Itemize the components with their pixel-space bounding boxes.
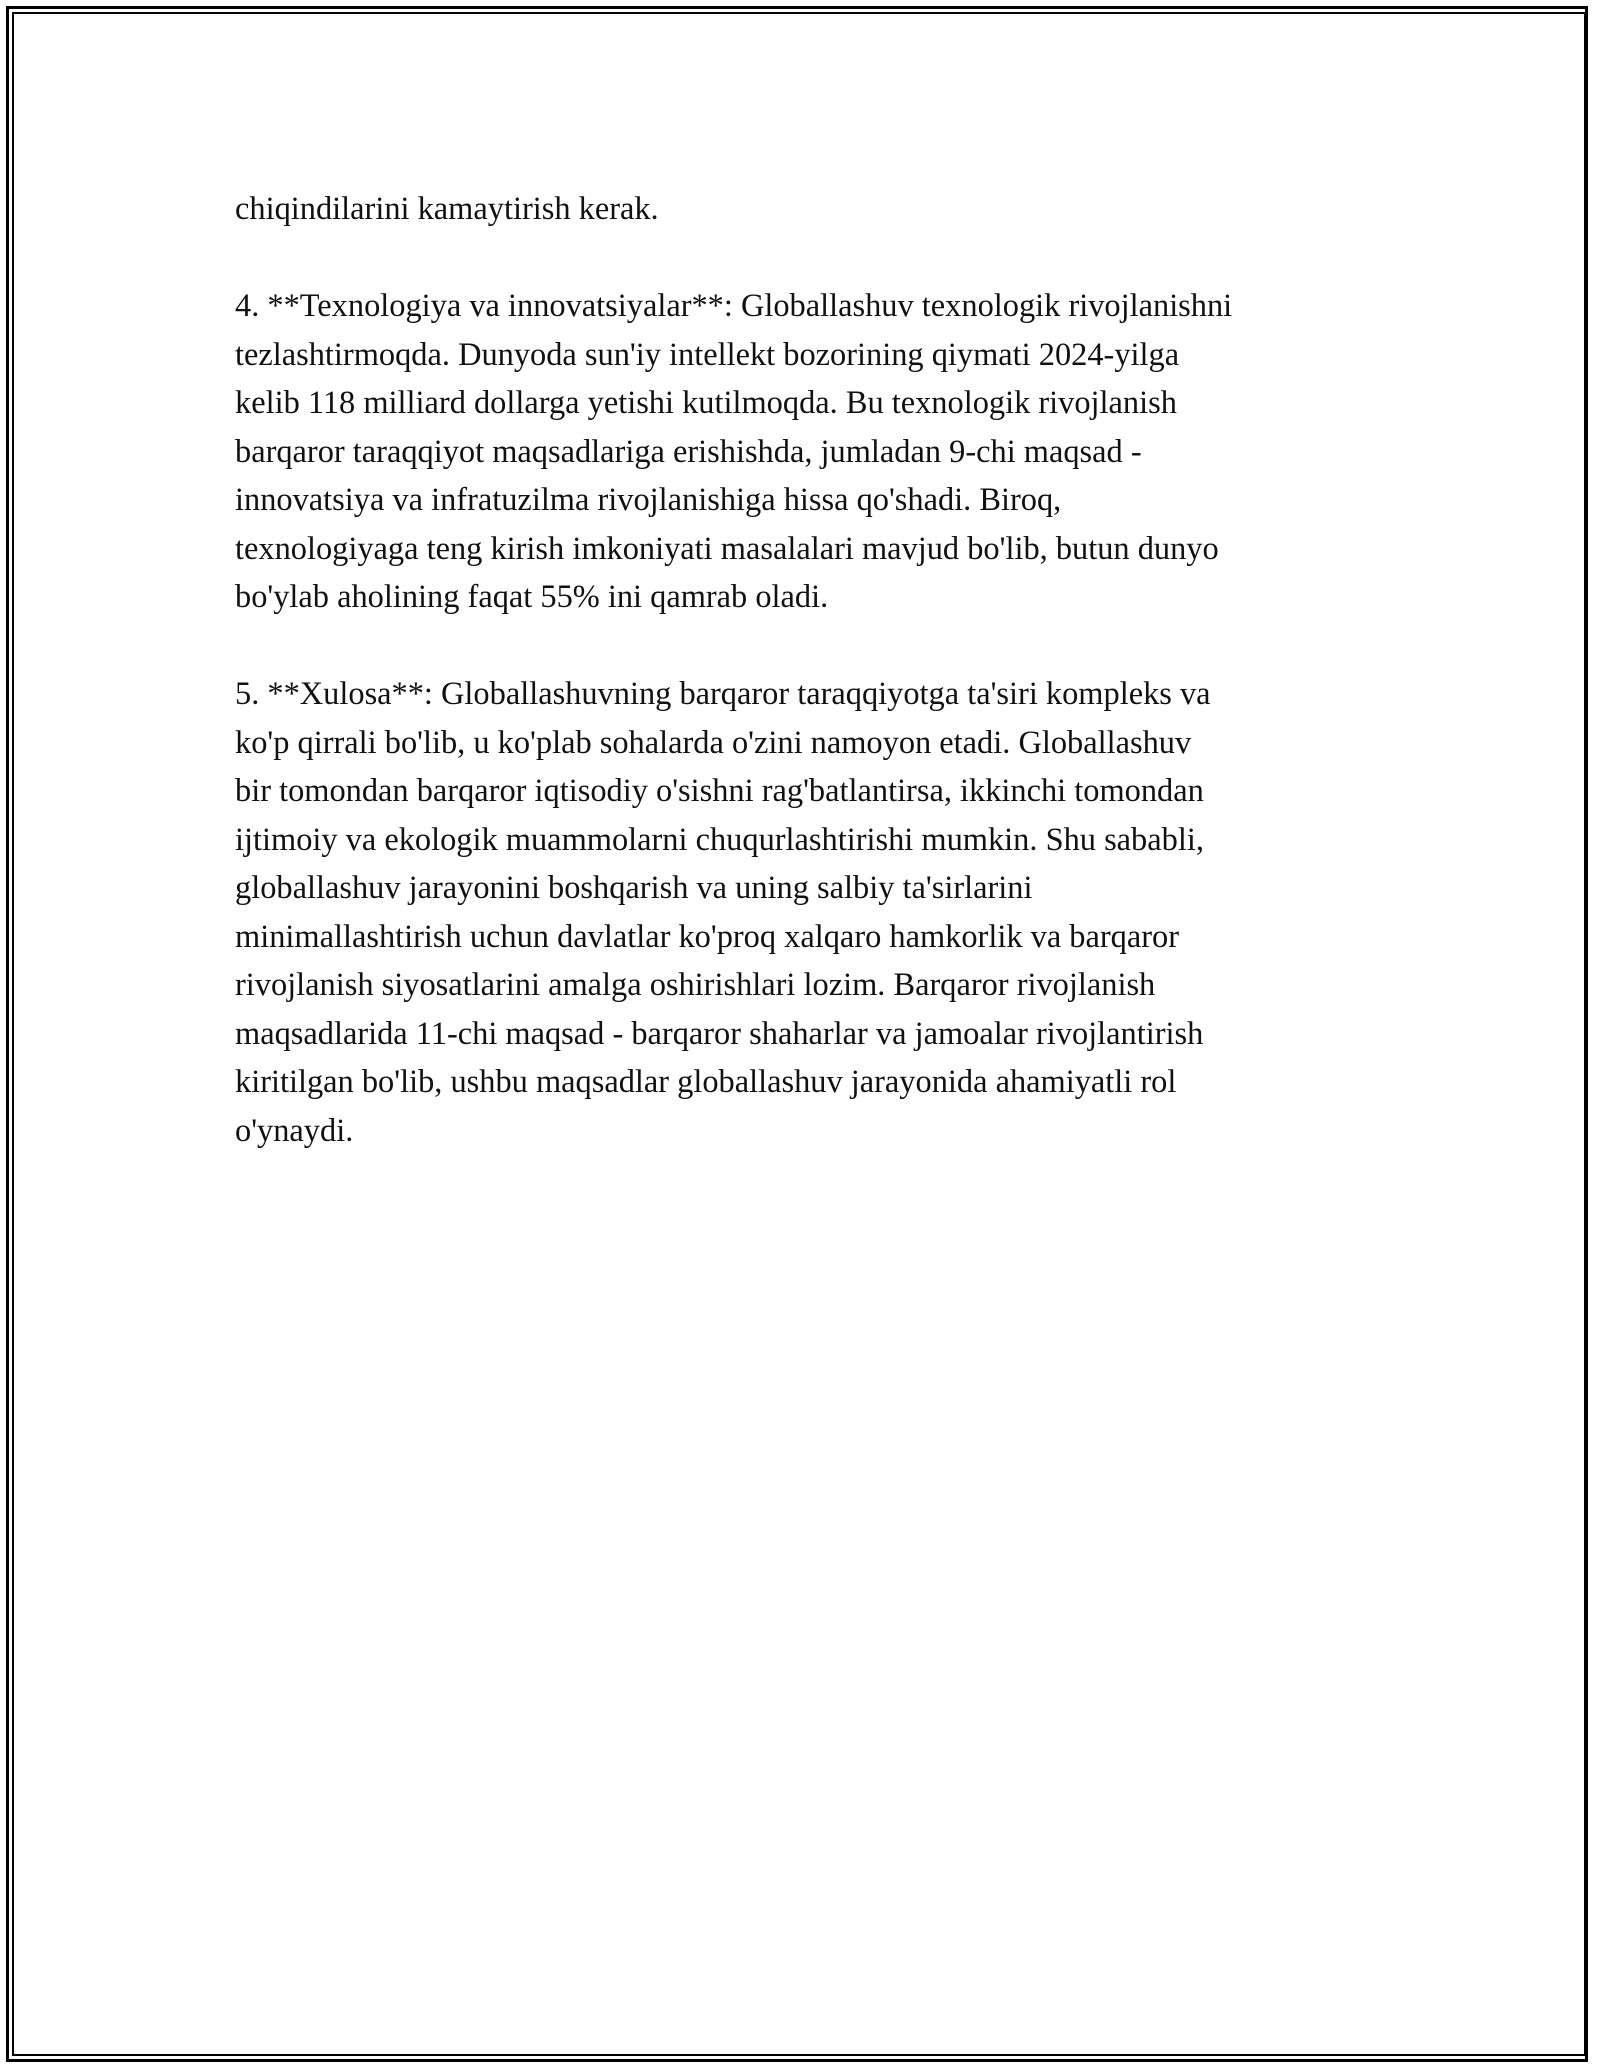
text-line: barqaror taraqqiyot maqsadlariga erishishda, jumladan 9-chi maqsad - <box>235 433 1142 470</box>
text-line: bo'ylab aholining faqat 55% ini qamrab oladi. <box>235 579 829 615</box>
text-line: o'ynaydi. <box>235 1112 354 1149</box>
text-line: 4. **Texnologiya va innovatsiyalar**: Globallashuv texnologik rivojlanishni <box>235 288 1233 324</box>
section-4-paragraph <box>235 282 1385 622</box>
text-line: minimallashtirish uchun davlatlar ko'proq xalqaro hamkorlik va barqaror <box>235 918 1179 955</box>
text-line: texnologiyaga teng kirish imkoniyati masalalari mavjud bo'lib, butun dunyo <box>235 530 1219 567</box>
paragraph-gap <box>235 234 1385 283</box>
paragraph-gap <box>235 622 1385 671</box>
section-5-paragraph <box>235 670 1385 1155</box>
text-line: kiritilgan bo'lib, ushbu maqsadlar globallashuv jarayonida ahamiyatli rol <box>235 1064 1177 1100</box>
text-line: 5. **Xulosa**: Globallashuvning barqaror taraqqiyotga ta'siri kompleks va <box>235 676 1211 712</box>
continuation-paragraph <box>235 185 1385 234</box>
document-body <box>235 185 1385 1155</box>
text-line: chiqindilarini kamaytirish kerak. <box>235 191 659 227</box>
text-line: rivojlanish siyosatlarini amalga oshirishlari lozim. Barqaror rivojlanish <box>235 967 1156 1003</box>
text-line: bir tomondan barqaror iqtisodiy o'sishni rag'batlantirsa, ikkinchi tomondan <box>235 773 1204 809</box>
text-line: maqsadlarida 11-chi maqsad - barqaror shaharlar va jamoalar rivojlantirish <box>235 1015 1204 1052</box>
text-line: innovatsiya va infratuzilma rivojlanishiga hissa qo'shadi. Biroq, <box>235 482 1062 518</box>
text-line: globallashuv jarayonini boshqarish va uning salbiy ta'sirlarini <box>235 870 1033 906</box>
text-line: ko'p qirrali bo'lib, u ko'plab sohalarda o'zini namoyon etadi. Globallashuv <box>235 724 1192 761</box>
text-line: tezlashtirmoqda. Dunyoda sun'iy intellekt bozorining qiymati 2024-yilga <box>235 336 1180 373</box>
text-line: ijtimoiy va ekologik muammolarni chuqurlashtirishi mumkin. Shu sababli, <box>235 821 1204 858</box>
text-line: kelib 118 milliard dollarga yetishi kutilmoqda. Bu texnologik rivojlanish <box>235 385 1177 421</box>
